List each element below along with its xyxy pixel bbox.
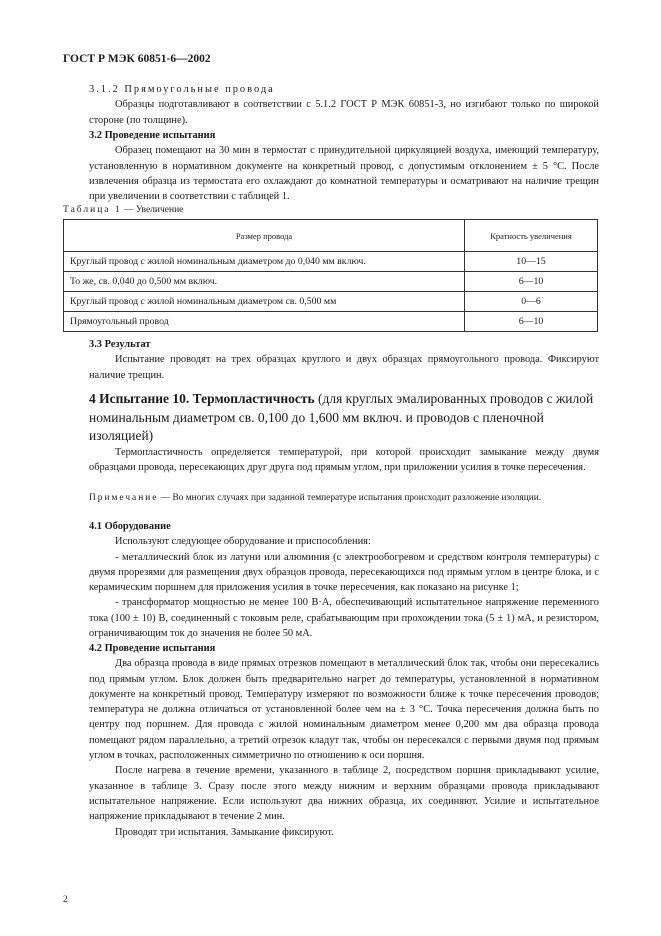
table-row xyxy=(64,272,598,292)
table-cell: Круглый провод с жилой номинальным диаметром св. 0,500 мм xyxy=(64,292,465,312)
section-4-1-item-1: - металлический блок из латуни или алюминия (с электрообогревом и средством контроля температуры) с двумя прорезями для размещения двух образцов провода, пересекающихся под прямым углом в центре блока, и с керамическим поршнем для приложения усилия в точке пересечения, как показано на рисунке 1; xyxy=(89,551,599,594)
section-4-1-heading: 4.1 Оборудование xyxy=(89,521,171,532)
table-1-caption xyxy=(63,205,183,215)
table-1-caption-prefix: Таблица 1 xyxy=(63,205,122,215)
section-4-2 xyxy=(89,641,599,840)
section-4-note xyxy=(63,491,599,505)
section-3-1-2-text: Образцы подготавливают в соответствии с 5.1.2 ГОСТ Р МЭК 60851-3, но изгибают только по широкой стороне (по толщине). xyxy=(89,99,599,126)
note-text: — Во многих случаях при заданной температуре испытания происходит разложение изоляции. xyxy=(158,493,542,503)
section-3-3 xyxy=(89,337,599,383)
section-4-1-item-2: - трансформатор мощностью не менее 100 В·А, обеспечивающий испытательное напряжение переменного тока (100 ± 10) В, соединенный с токовым реле, срабатывающим при прохождении тока (5 ± 1) мА, и резистором, ограничивающим ток до значения не более 50 мА. xyxy=(89,597,599,640)
section-4-text xyxy=(89,445,599,476)
section-3-3-text: Испытание проводят на трех образцах круглого и двух образцах прямоугольного провода. Фиксируют наличие трещин. xyxy=(89,354,599,381)
section-4-2-paragraph-1: Два образца провода в виде прямых отрезков помещают в металлический блок так, чтобы они пересекались под прямым углом. Блок должен быть предварительно нагрет до температуры, установленной в нормативном документе на конкретный провод. Температуру измеряют по возможности ближе к точке пересечения проводов; температура не должна отличаться от установленной более чем на ± 3 °С. Точка пересечения должна быть по центру под поршнем. Для провода с жилой номинальным диаметром менее 0,200 мм два образца провода помещают рядом параллельно, а третий отрезок кладут так, чтобы он пересекался с первыми двумя под прямым углом в точках, расположенных симметрично по отношению к оси поршня. xyxy=(89,658,599,762)
section-4-2-paragraph-3: Проводят три испытания. Замыкание фиксируют. xyxy=(115,826,334,838)
section-4-1-intro: Используют следующее оборудование и приспособления: xyxy=(115,536,371,548)
section-4-1 xyxy=(89,519,599,641)
table-row xyxy=(64,292,598,312)
table-cell: Прямоугольный провод xyxy=(64,312,465,332)
table-header-magnification: Кратность увеличения xyxy=(465,220,598,252)
section-4-title xyxy=(89,390,599,446)
table-1-caption-text: — Увеличение xyxy=(121,205,184,215)
table-cell: 6—10 xyxy=(465,272,598,292)
table-cell: 6—10 xyxy=(465,312,598,332)
section-3-1-2 xyxy=(89,82,599,128)
table-1 xyxy=(63,219,598,332)
note-prefix: Примечание xyxy=(89,493,159,503)
table-row xyxy=(64,252,598,272)
section-4-heading: 4 Испытание 10. Термопластичность xyxy=(89,391,315,406)
table-header-row xyxy=(64,220,598,252)
table-cell: Круглый провод с жилой номинальным диаметром до 0,040 мм включ. xyxy=(64,252,465,272)
section-4-2-paragraph-2: После нагрева в течение времени, указанного в таблице 2, посредством поршня прикладывают усилие, указанное в таблице 3. Сразу после этого между нижним и верхним образцами провода прикладывают испытательное напряжение. Если используют два нижних образца, их соединяют. Усилие и испытательное напряжение прикладывают в течение 2 мин. xyxy=(89,765,599,823)
table-row xyxy=(64,312,598,332)
section-3-3-heading: 3.3 Результат xyxy=(89,339,151,350)
section-3-2 xyxy=(89,128,599,204)
page-number: 2 xyxy=(63,895,68,905)
table-cell: 0—6 xyxy=(465,292,598,312)
table-cell: То же, св. 0,040 до 0,500 мм включ. xyxy=(64,272,465,292)
table-header-size: Размер провода xyxy=(64,220,465,252)
section-4-paragraph: Термопластичность определяется температурой, при которой происходит замыкание между двумя образцами провода, пересекающих друг друга под прямым углом, при приложении усилия в точке пересечения. xyxy=(89,447,599,474)
section-4-subtitle: (для круглых эмалированных проводов с жилой номинальным диаметром св. 0,100 до 1,600 мм включ. и проводов с пленочной изоляцией) xyxy=(89,391,594,443)
table-cell: 10—15 xyxy=(465,252,598,272)
section-3-2-text: Образец помещают на 30 мин в термостат с принудительной циркуляцией воздуха, имеющий температуру, установленную в нормативном документе на конкретный провод, с допустимым отклонением ± 5 °С. После извлечения образца из термостата его охлаждают до комнатной температуры и осматривают на наличие трещин при увеличении в соответствии с таблицей 1. xyxy=(89,145,599,203)
document-header: ГОСТ Р МЭК 60851-6—2002 xyxy=(63,53,211,65)
section-3-1-2-heading: 3.1.2 Прямоугольные провода xyxy=(89,84,275,95)
section-4-2-heading: 4.2 Проведение испытания xyxy=(89,643,216,654)
section-3-2-heading: 3.2 Проведение испытания xyxy=(89,130,216,141)
